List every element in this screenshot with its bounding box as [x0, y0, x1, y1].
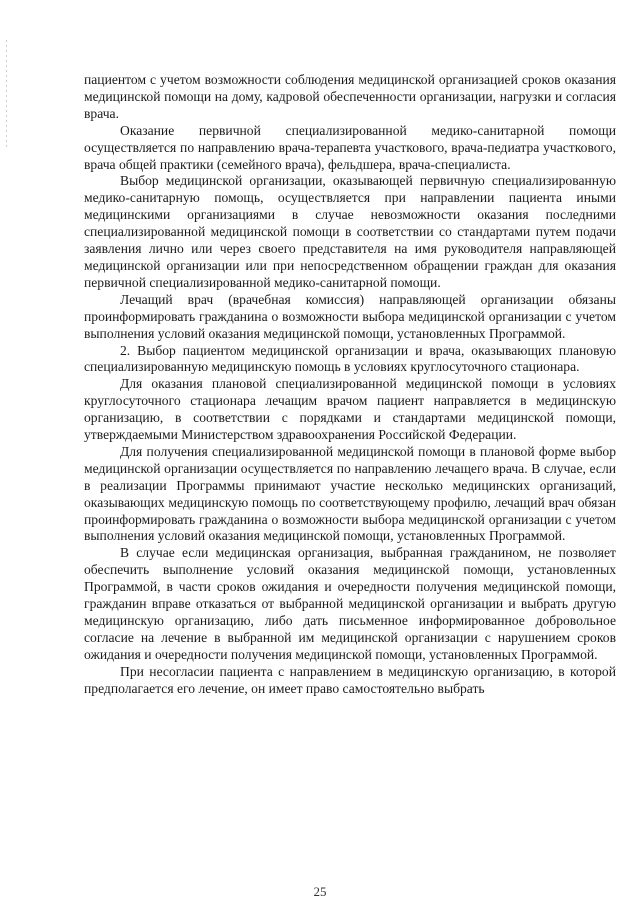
- paragraph-planned-form-choice: Для получения специализированной медицинской помощи в плановой форме выбор медицинской организации осуществляется по направлению лечащего врача. В случае, если в реализации Программы принимают участие несколько медицинских организаций, оказывающих медицинскую помощь по соответствующему профилю, лечащий врач обязан проинформировать гражданина о возможности выбора медицинской организации с учетом выполнения условий оказания медицинской помощи, установленных Программой.: [84, 443, 616, 544]
- document-page: [84, 72, 616, 698]
- paragraph-organization-choice: Выбор медицинской организации, оказывающей первичную специализированную медико-санитарную помощь, осуществляется при направлении пациента иными медицинскими организациями в случае невозможности оказания последними специализированной медицинской помощи в соответствии со стандартами путем подачи заявления лично или через своего представителя на имя руководителя направляющей медицинской организации или при непосредственном обращении граждан для оказания первичной специализированной медико-санитарной помощи.: [84, 173, 616, 290]
- page-number: 25: [313, 884, 327, 899]
- paragraph-attending-doctor-duty: Лечащий врач (врачебная комиссия) направляющей организации обязаны проинформировать гражданина о возможности выбора медицинской организации с учетом выполнения условий оказания медицинской помощи, установленных Программой.: [84, 291, 616, 341]
- paragraph-continuation: пациентом с учетом возможности соблюдения медицинской организацией сроков оказания медицинской помощи на дому, кадровой обеспеченности организации, нагрузки и согласия врача.: [84, 72, 616, 121]
- paragraph-refusal-right: В случае если медицинская организация, выбранная гражданином, не позволяет обеспечить выполнение условий оказания медицинской помощи, установленных Программой, в части сроков ожидания и очередности получения медицинской помощи, гражданин вправе отказаться от выбранной медицинской организации и выбрать другую медицинскую организацию, либо дать письменное информированное добровольное согласие на лечение в выбранной им медицинской организации с нарушением сроков ожидания и очередности получения медицинской помощи, установленных Программой.: [84, 545, 616, 662]
- paragraph-disagreement: При несогласии пациента с направлением в медицинскую организацию, в которой предполагается его лечение, он имеет право самостоятельно выбрать: [84, 663, 616, 696]
- paragraph-primary-care-referral: Оказание первичной специализированной медико-санитарной помощи осуществляется по направлению врача-терапевта участкового, врача-педиатра участкового, врача общей практики (семейного врача), фельдшера, врача-специалиста.: [84, 122, 616, 172]
- paragraph-section-2-heading: 2. Выбор пациентом медицинской организации и врача, оказывающих плановую специализированную медицинскую помощь в условиях круглосуточного стационара.: [84, 342, 616, 375]
- scan-binding-mark: [6, 40, 7, 150]
- paragraph-planned-hospital-care: Для оказания плановой специализированной медицинской помощи в условиях круглосуточного стационара лечащим врачом пациент направляется в медицинскую организацию, в соответствии с порядками и стандартами медицинской помощи, утверждаемыми Министерством здравоохранения Российской Федерации.: [84, 376, 616, 443]
